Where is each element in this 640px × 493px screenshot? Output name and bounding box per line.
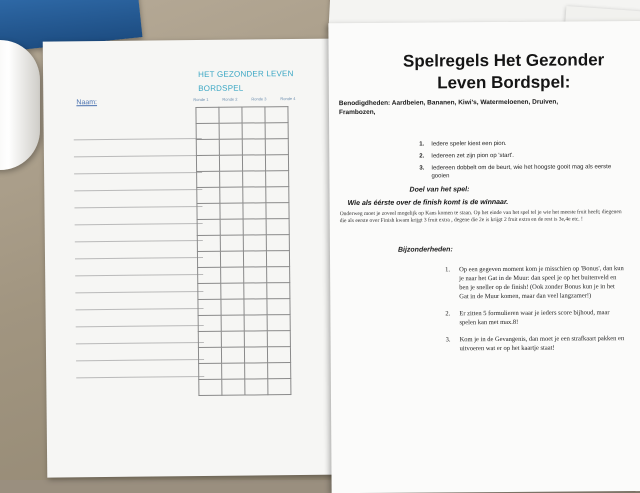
scoresheet [43,38,360,477]
grid-row [198,331,290,348]
step-number: 1. [419,141,425,148]
grid-cell [265,139,288,155]
special-heading: Bijzonderheden: [397,246,453,254]
special-text: Kom je in de Gevangenis, dan moet je een strafkaart pakken en uitvoeren wat er op het kaartje staat! [459,335,625,353]
grid-cell [268,363,291,379]
grid-cell [219,107,242,123]
grid-cell [197,219,220,235]
name-line [74,156,202,174]
grid-cell [268,379,291,395]
grid-row [199,363,291,380]
grid-row [198,315,290,332]
grid-row [198,267,290,284]
grid-cell [243,251,266,267]
grid-cell [244,315,267,331]
step-number: 2. [419,153,425,160]
grid-row [197,219,289,236]
rules-sheet [328,21,640,493]
grid-cell [219,155,242,171]
name-line [76,360,204,378]
goal-description: Onderweg moet je zoveel mogelijk op Kans komen te staan. Op het einde van het spel tel je wie het meeste fruit heeft; diegenen die als eerste over Finish kwam krijgt 3 fruit extra , degene die 2e is krijgt 2 fruit extra en de rest is 3e,4e etc. ! [339,209,622,225]
grid-cell [266,171,289,187]
grid-cell [243,171,266,187]
name-line [76,309,204,327]
grid-row [198,283,290,300]
grid-cell [220,203,243,219]
name-line [76,343,204,361]
grid-cell [222,379,245,395]
grid-row [196,123,288,140]
grid-cell [220,219,243,235]
grid-cell [244,283,267,299]
step-text: Iedere speler kiest een pion. [431,140,507,148]
grid-row [196,107,288,124]
goal-heading: Doel van het spel: [409,186,470,194]
grid-cell [243,187,266,203]
grid-cell [266,187,289,203]
round-headers [193,96,305,102]
grid-cell [244,347,267,363]
grid-cell [221,283,244,299]
grid-row [198,299,290,316]
grid-cell [242,107,265,123]
grid-cell [220,171,243,187]
grid-cell [196,107,219,123]
grid-cell [245,379,268,395]
grid-cell [266,219,289,235]
grid-cell [221,347,244,363]
white-mug [0,40,40,170]
grid-row [197,171,289,188]
score-grid [195,106,291,396]
grid-row [198,347,290,364]
steps-list [419,139,619,184]
grid-cell [220,187,243,203]
grid-cell [221,299,244,315]
grid-cell [198,347,221,363]
scoresheet-title-line2: BORDSPEL [198,83,244,94]
grid-cell [266,203,289,219]
name-line [74,173,202,191]
grid-cell [221,315,244,331]
special-number: 1. [445,266,450,274]
grid-cell [222,363,245,379]
name-line [75,275,203,293]
grid-cell [196,123,219,139]
grid-cell [244,331,267,347]
grid-cell [243,235,266,251]
name-label: Naam: [76,99,98,107]
special-item [445,308,625,327]
name-line [74,122,202,140]
round-header: Ronde 2 [222,96,238,102]
grid-cell [196,155,219,171]
round-header: Ronde 1 [193,96,209,103]
name-line [74,207,202,225]
grid-cell [197,187,220,203]
step-text: Iedereen zet zijn pion op 'start'. [431,152,515,160]
name-line [75,292,203,310]
rules-title-line1: Spelregels Het Gezonder [402,50,605,71]
step-text: Iedereen dobbelt om de beurt, wie het hoogste gooit mag als eerste gooien [431,164,612,180]
grid-row [197,203,289,220]
grid-cell [244,299,267,315]
grid-cell [198,267,221,283]
grid-cell [244,267,267,283]
grid-cell [267,283,290,299]
grid-cell [198,315,221,331]
special-text: Op een gegeven moment kom je misschien op 'Bonus', dan kun je naar het Gat in de Muur: dan speel je op het buitenveld en ben je sneller op de finish! (Ook zonder Bonus kun je in het Gat in de Muur komen, maar dan veel langzamer!) [459,265,624,301]
name-line [74,139,202,157]
step-item [419,163,619,180]
grid-cell [220,235,243,251]
special-item [446,334,626,353]
name-line [75,224,203,242]
grid-cell [197,203,220,219]
name-line [76,326,204,344]
grid-cell [266,235,289,251]
grid-cell [267,331,290,347]
grid-row [196,155,288,172]
grid-cell [199,363,222,379]
grid-row [197,187,289,204]
grid-cell [242,123,265,139]
scoresheet-title-line1: HET GEZONDER LEVEN [198,69,294,80]
grid-cell [221,267,244,283]
round-header: Ronde 3 [251,96,267,102]
step-item [419,139,619,148]
step-item [419,151,619,160]
grid-cell [267,315,290,331]
special-list [445,264,626,361]
grid-cell [198,299,221,315]
goal-statement: Wie als éérste over de finish komt is de winnaar. [347,198,509,208]
grid-cell [221,331,244,347]
grid-cell [243,219,266,235]
special-number: 3. [445,336,451,344]
grid-cell [242,155,265,171]
grid-row [199,379,291,396]
grid-cell [198,283,221,299]
grid-cell [243,203,266,219]
grid-cell [199,379,222,395]
grid-cell [245,363,268,379]
round-header: Ronde 4 [280,96,296,102]
name-line [75,241,203,259]
grid-cell [197,235,220,251]
grid-cell [219,139,242,155]
grid-row [196,139,288,156]
grid-cell [267,299,290,315]
name-lines [74,122,205,378]
rules-title-line2: Leven Bordspel: [437,72,571,93]
grid-cell [265,107,288,123]
grid-cell [197,251,220,267]
rules-title [349,49,640,95]
grid-cell [220,251,243,267]
grid-cell [196,139,219,155]
special-text: Er zitten 5 formulieren waar je ieders score bijhoud, maar spelen kan met max.8! [459,309,610,327]
scoresheet-title [198,67,328,96]
name-line [75,258,203,276]
name-line [74,190,202,208]
step-number: 3. [419,165,425,172]
grid-cell [267,267,290,283]
grid-row [197,235,289,252]
grid-cell [197,171,220,187]
grid-cell [198,331,221,347]
grid-row [197,251,289,268]
special-number: 2. [445,310,451,318]
supplies-text: Benodigdheden: Aardbeien, Bananen, Kiwi's, Watermeloenen, Druiven, Frambozen, [338,98,559,117]
grid-cell [266,251,289,267]
grid-cell [219,123,242,139]
grid-cell [265,155,288,171]
grid-cell [267,347,290,363]
grid-cell [265,123,288,139]
special-item [445,264,625,301]
grid-cell [242,139,265,155]
